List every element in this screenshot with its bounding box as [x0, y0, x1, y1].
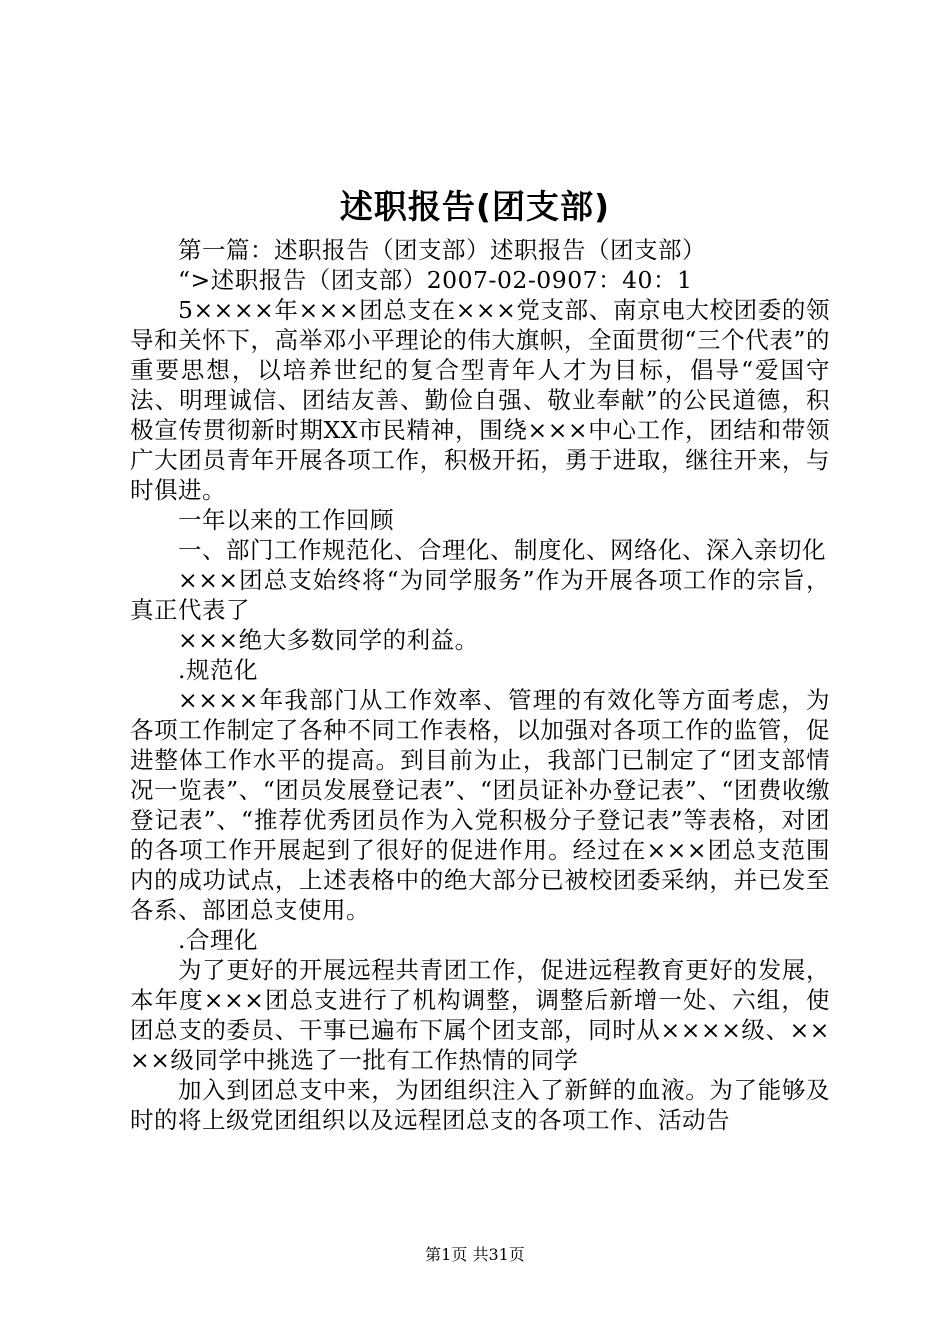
paragraph-service-purpose: ×××团总支始终将“为同学服务”作为开展各项工作的宗旨，真正代表了 — [130, 566, 830, 624]
paragraph-rationalization-heading: .合理化 — [178, 926, 258, 954]
paragraph-section-one-heading: 一、部门工作规范化、合理化、制度化、网络化、深入亲切化 — [178, 536, 826, 564]
paragraph-standardization-body: ××××年我部门从工作效率、管理的有效化等方面考虑，为各项工作制定了各种不同工作表格，以加强对各项工作的监管，促进整体工作水平的提高。到目前为止，我部门已制定了“团支部情况一览表”、“团员发展登记表”、“团员证补办登记表”、“团费收缴登记表”、“推荐优秀团员作为入党积极分子登记表”等表格，对团的各项工作开展起到了很好的促进作用。经过在×××团总支范围内的成功试点，上述表格中的绝大部分已被校团委采纳，并已发至各系、部团总支使用。 — [130, 686, 830, 924]
document-body — [130, 235, 830, 1135]
paragraph-new-members: 加入到团总支中来，为团组织注入了新鲜的血液。为了能够及时的将上级党团组织以及远程团总支的各项工作、活动告 — [130, 1076, 830, 1134]
paragraph-interest: ×××绝大多数同学的利益。 — [178, 626, 479, 654]
page-number-footer: 第1页 共31页 — [425, 1245, 525, 1264]
paragraph-heading-first: 第一篇：述职报告（团支部）述职报告（团支部） — [178, 236, 706, 264]
paragraph-date-line: “>述职报告（团支部）2007-02-0907：40：1 — [178, 266, 693, 294]
paragraph-review-heading: 一年以来的工作回顾 — [178, 506, 394, 534]
paragraph-intro: 5××××年×××团总支在×××党支部、南京电大校团委的领导和关怀下，高举邓小平理论的伟大旗帜，全面贯彻“三个代表”的重要思想，以培养世纪的复合型青年人才为目标，倡导“爱国守法、明理诚信、团结友善、勤俭自强、敬业奉献”的公民道德，积极宣传贯彻新时期XX市民精神，围绕×××中心工作，团结和带领广大团员青年开展各项工作，积极开拓，勇于进取，继往开来，与时俱进。 — [130, 296, 830, 504]
paragraph-rationalization-body: 为了更好的开展远程共青团工作，促进远程教育更好的发展，本年度×××团总支进行了机构调整，调整后新增一处、六组，使团总支的委员、干事已遍布下属个团支部，同时从××××级、××××级同学中挑选了一批有工作热情的同学 — [130, 956, 830, 1074]
paragraph-standardization-heading: .规范化 — [178, 656, 258, 684]
document-title: 述职报告(团支部) — [339, 187, 611, 226]
